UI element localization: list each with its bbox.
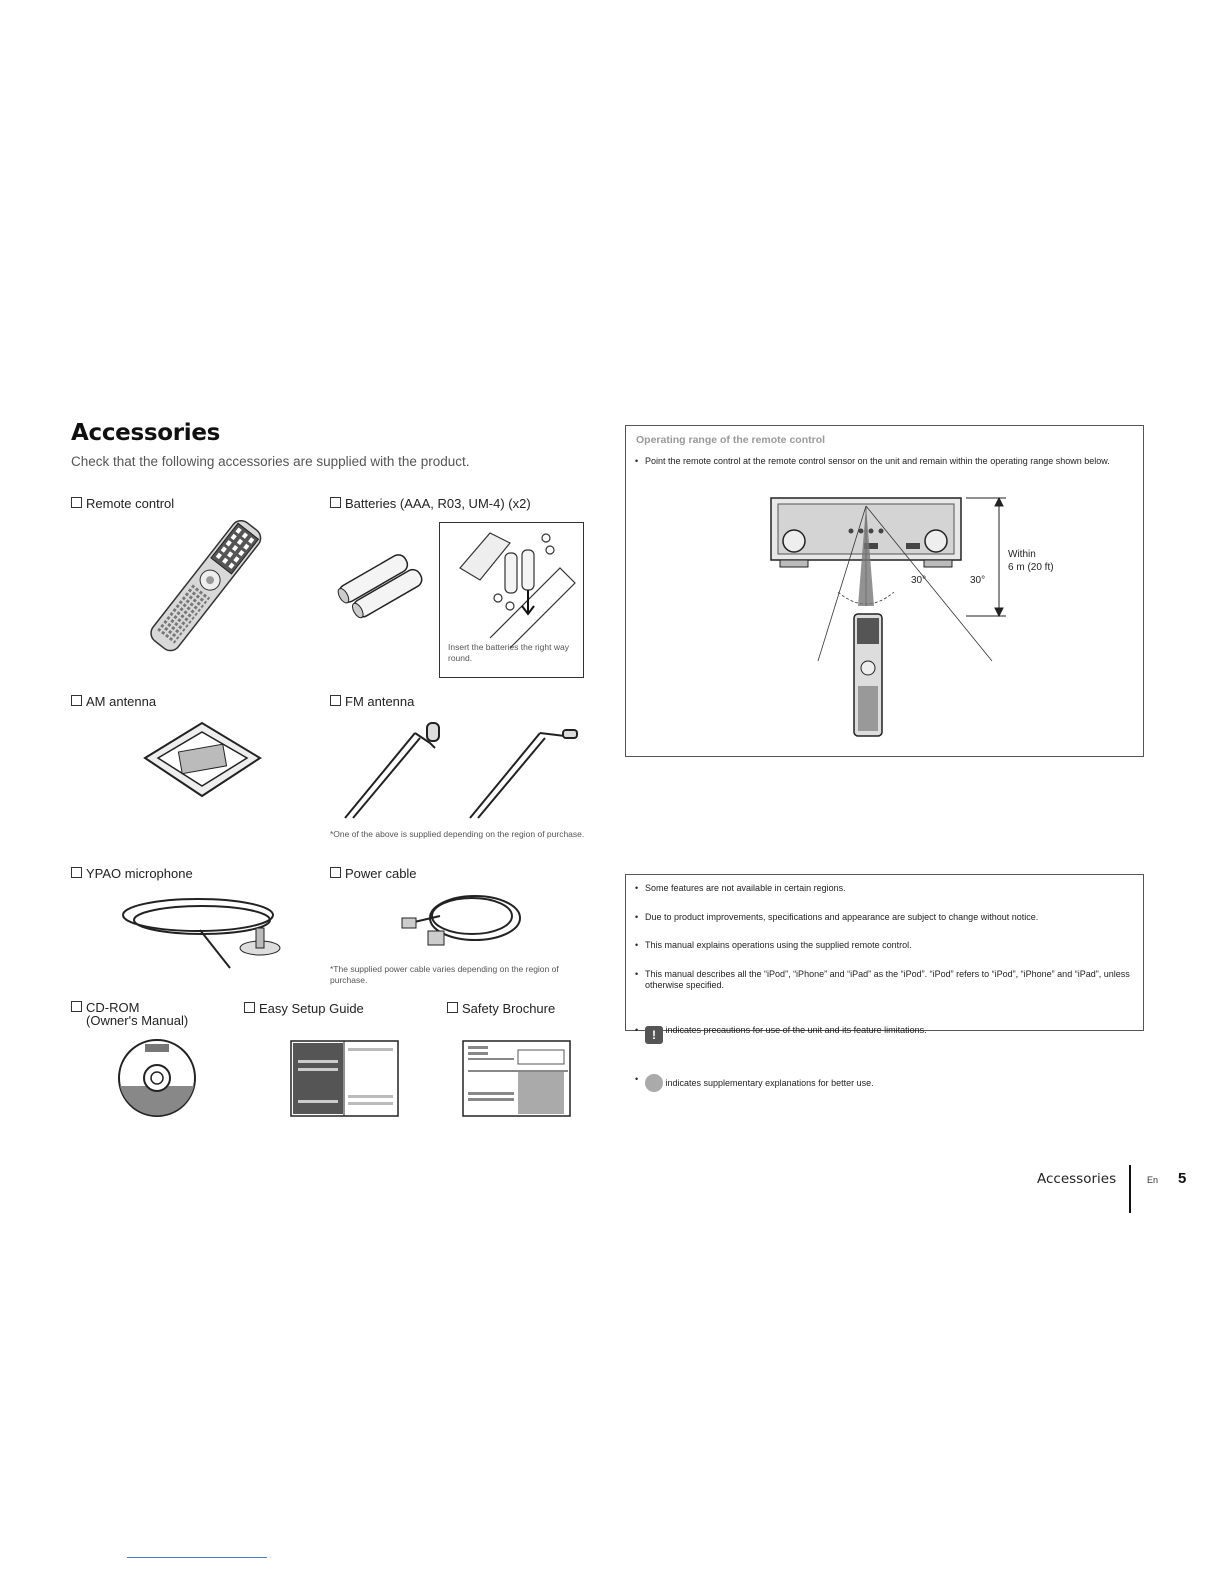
page-number: 5 (1178, 1170, 1187, 1187)
item-cd-rom (71, 1001, 188, 1027)
intro-text: Check that the following accessories are supplied with the product. (71, 454, 470, 469)
item-batteries (330, 496, 531, 511)
within-line1: Within (1008, 549, 1036, 560)
fm-antenna-illustration (335, 718, 595, 823)
range-distance-label (1008, 548, 1054, 574)
item-label: Power cable (345, 866, 417, 881)
checkbox-icon (330, 867, 341, 878)
batteries-note: Insert the batteries the right way round. (448, 642, 569, 663)
within-line2: 6 m (20 ft) (1008, 562, 1054, 573)
checkbox-icon (330, 695, 341, 706)
checkbox-icon (71, 867, 82, 878)
item-sublabel: (Owner's Manual) (86, 1013, 189, 1028)
footer-language: En (1147, 1175, 1159, 1185)
battery-insert-illustration (450, 528, 575, 638)
safety-brochure-illustration (462, 1040, 572, 1118)
item-am-antenna (71, 694, 156, 709)
note-bullet-4: • This manual describes all the “iPod”, “iPhone” and “iPad” as the “iPod”. “iPod” refers to “iPod”, “iPhone” and “iPad”, unless otherwise specified. (632, 969, 1140, 991)
note-bullet-3: • This manual explains operations using the supplied remote control. (632, 940, 1150, 951)
operating-range-title: Operating range of the remote control (636, 434, 826, 446)
notes-panel (625, 874, 1144, 1088)
remote-control-illustration (130, 515, 280, 655)
power-note: *The supplied power cable varies depending on the region of purchase. (330, 964, 559, 985)
note-bullet-2: • Due to product improvements, specifications and appearance are subject to change without notice. (632, 912, 1150, 923)
note-bullet-1: • Some features are not available in certain regions. (632, 883, 1150, 894)
page-title: Accessories (71, 420, 221, 446)
angle-left-readout: 30° (911, 575, 927, 586)
battery-insert-box (439, 522, 584, 678)
note-caution (632, 1025, 1150, 1044)
am-antenna-illustration (140, 718, 265, 803)
item-remote-control (71, 496, 174, 511)
batteries-illustration (335, 555, 425, 615)
tip-text: indicates supplementary explanations for better use. (665, 1078, 874, 1088)
item-power-cable (330, 866, 417, 881)
item-ypao-microphone (71, 866, 193, 881)
checkbox-icon (71, 695, 82, 706)
operating-range-diagram (766, 496, 1026, 746)
item-label: FM antenna (345, 694, 415, 709)
lightbulb-icon (645, 1074, 663, 1092)
item-label: Easy Setup Guide (259, 1001, 364, 1016)
caution-icon: ! (645, 1026, 663, 1044)
cd-rom-illustration (117, 1038, 197, 1118)
checkbox-icon (71, 497, 82, 508)
footer-section: Accessories (1037, 1171, 1117, 1187)
angle-right-readout: 30° (970, 575, 986, 586)
ypao-microphone-illustration (120, 890, 285, 970)
item-easy-setup-guide (244, 1001, 364, 1016)
item-label: CD-ROM (86, 1000, 140, 1015)
operating-range-bullet: • Point the remote control at the remote control sensor on the unit and remain within the operating range shown below. (632, 456, 1150, 467)
item-fm-antenna (330, 694, 414, 709)
item-label: YPAO microphone (86, 866, 193, 881)
checkbox-icon (447, 1002, 458, 1013)
footer-divider (1129, 1165, 1131, 1213)
item-label: AM antenna (86, 694, 157, 709)
item-label: Batteries (AAA, R03, UM-4) (x2) (345, 496, 531, 511)
item-safety-brochure (447, 1001, 555, 1016)
operating-range-panel (625, 425, 1144, 757)
checkbox-icon (71, 1001, 82, 1012)
note-tip (632, 1074, 1150, 1092)
item-label: Safety Brochure (462, 1001, 556, 1016)
caution-text: indicates precautions for use of the unit and its feature limitations. (665, 1025, 927, 1035)
fm-note: *One of the above is supplied depending on the region of purchase. (330, 829, 585, 839)
item-label: Remote control (86, 496, 175, 511)
easy-setup-guide-illustration (290, 1040, 400, 1118)
checkbox-icon (330, 497, 341, 508)
power-cable-illustration (400, 888, 525, 953)
checkbox-icon (244, 1002, 255, 1013)
bottom-rule (127, 1557, 267, 1558)
